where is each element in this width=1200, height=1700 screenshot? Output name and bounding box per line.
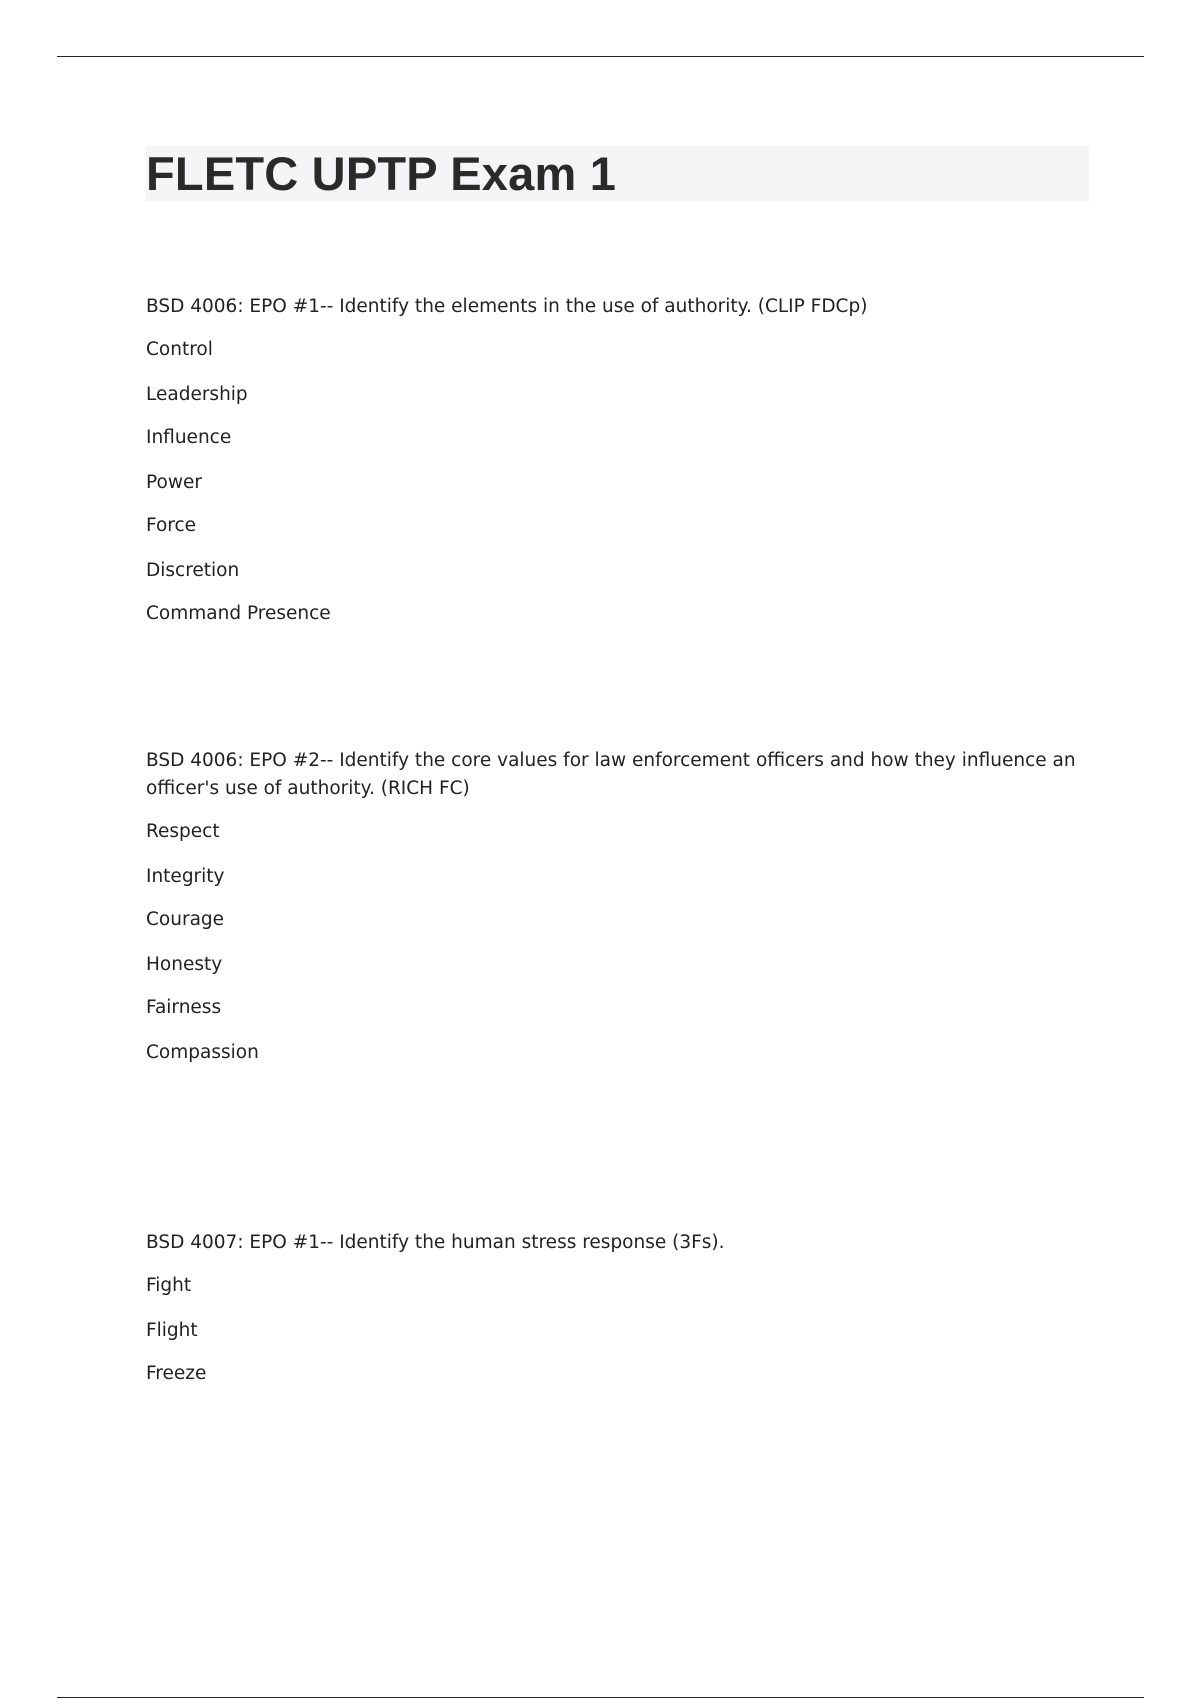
answer-item: Force [146,515,197,536]
question-text: BSD 4007: EPO #1-- Identify the human stress response (3Fs). [146,1232,725,1253]
question-text: BSD 4006: EPO #1-- Identify the elements in the use of authority. (CLIP FDCp) [146,296,868,317]
page-bottom-rule [57,1697,1144,1698]
answer-item: Discretion [146,560,240,581]
answer-item: Fight [146,1275,192,1296]
question-block-3 [146,1229,1076,1405]
answer-item: Power [146,472,202,493]
question-block-2 [146,747,1076,1082]
document-title: FLETC UPTP Exam 1 [146,147,617,200]
question-text: BSD 4006: EPO #2-- Identify the core values for law enforcement officers and how they influence an officer's use of authority. (RICH FC) [146,750,1076,799]
question-block-1 [146,293,1076,645]
answer-item: Leadership [146,384,248,405]
page-top-rule [57,56,1144,57]
answer-item: Influence [146,427,232,448]
answer-item: Fairness [146,997,222,1018]
answer-item: Compassion [146,1042,259,1063]
answer-item: Honesty [146,954,223,975]
answer-item: Integrity [146,866,225,887]
answer-item: Command Presence [146,603,331,624]
answer-item: Control [146,339,213,360]
answer-item: Courage [146,909,225,930]
answer-item: Flight [146,1320,198,1341]
answer-item: Respect [146,821,220,842]
answer-item: Freeze [146,1363,207,1384]
